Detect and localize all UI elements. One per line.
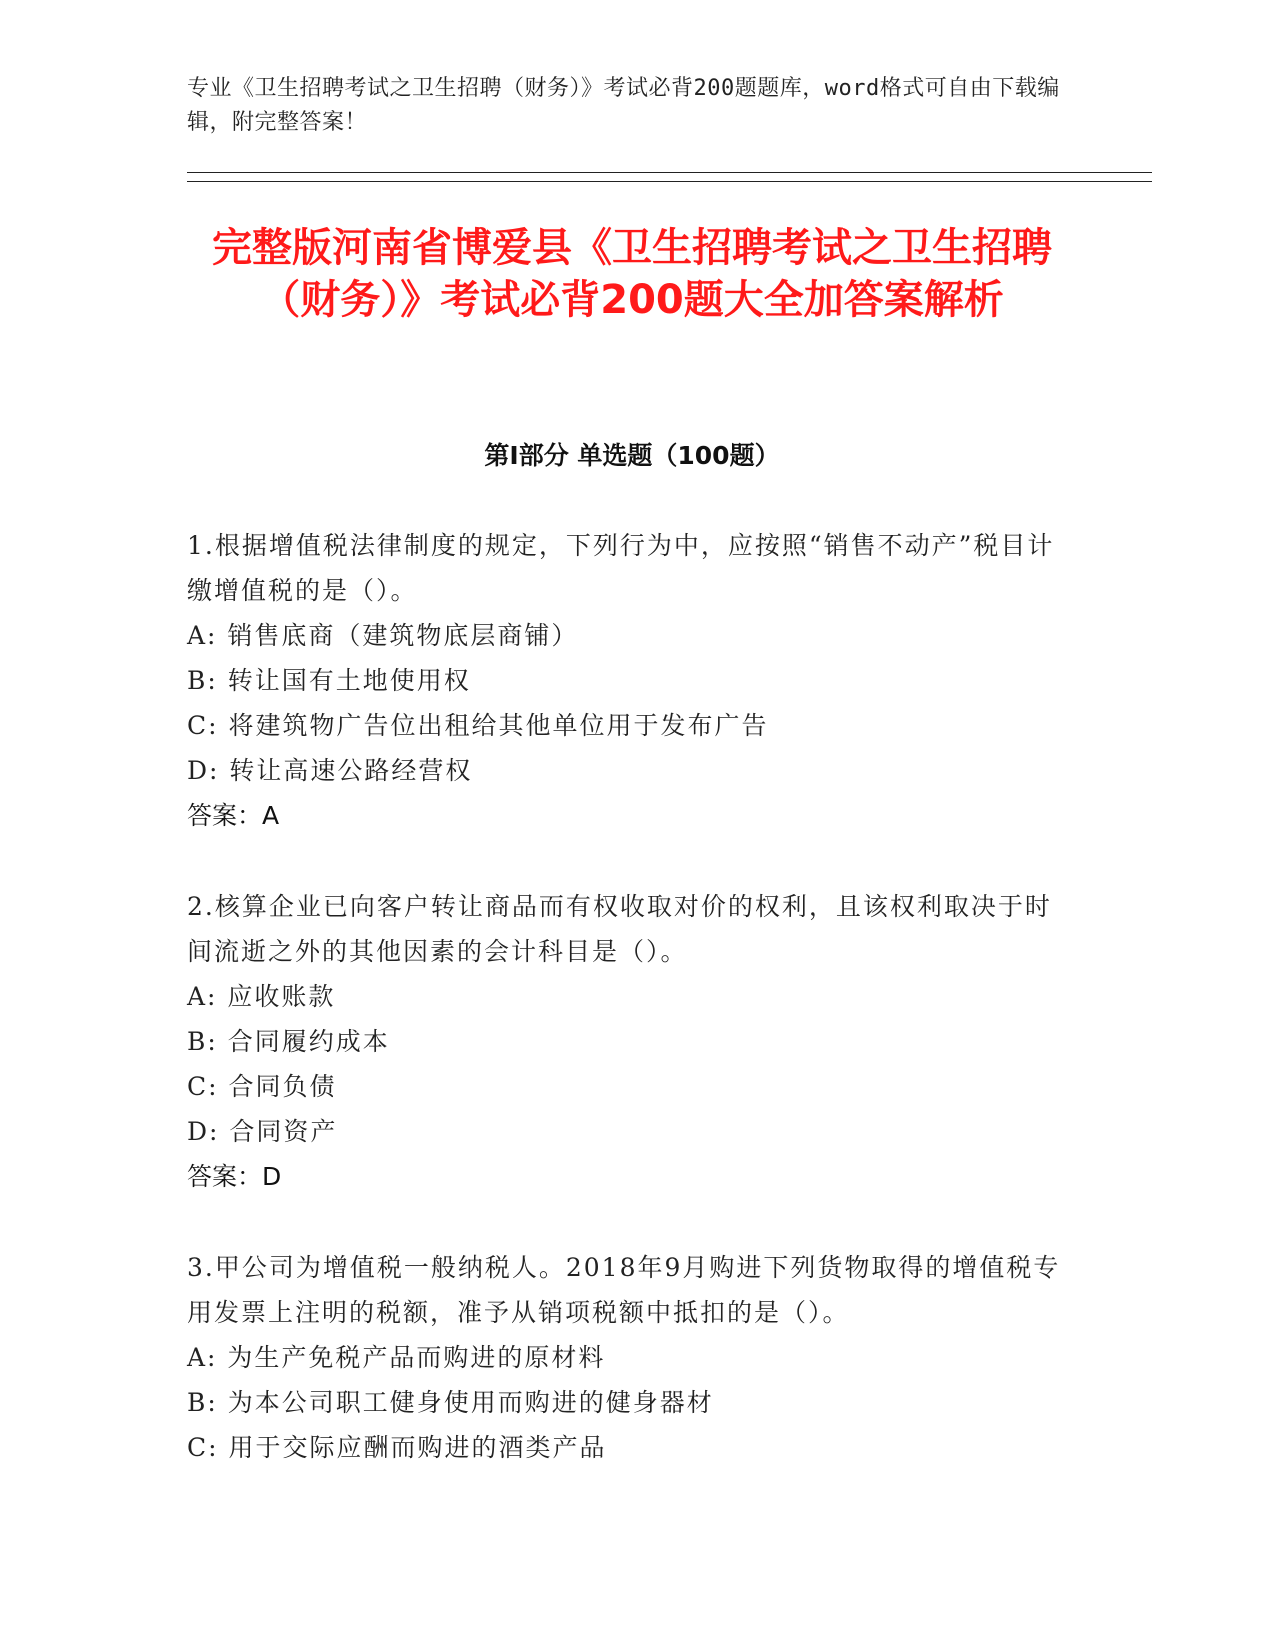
question-option: C: 将建筑物广告位出租给其他单位用于发布广告: [187, 711, 769, 740]
question-option: B: 合同履约成本: [187, 1027, 390, 1056]
question-item: [187, 1245, 1077, 1470]
question-option: B: 为本公司职工健身使用而购进的健身器材: [187, 1388, 714, 1417]
question-option: B: 转让国有土地使用权: [187, 666, 471, 695]
question-stem: 1.根据增值税法律制度的规定，下列行为中，应按照“销售不动产”税目计缴增值税的是（）。: [187, 531, 1055, 605]
question-item: [187, 523, 1077, 838]
question-list: [187, 523, 1077, 1516]
question-option: D: 转让高速公路经营权: [187, 756, 473, 785]
question-option: C: 合同负债: [187, 1072, 337, 1101]
question-option: A: 为生产免税产品而购进的原材料: [187, 1343, 606, 1372]
question-answer: 答案：D: [187, 1162, 282, 1191]
question-option: A: 销售底商（建筑物底层商铺）: [187, 621, 579, 650]
question-stem: 3.甲公司为增值税一般纳税人。2018年9月购进下列货物取得的增值税专用发票上注明的税额，准予从销项税额中抵扣的是（）。: [187, 1253, 1061, 1327]
header-note: 专业《卫生招聘考试之卫生招聘（财务）》考试必背200题题库，word格式可自由下载编辑，附完整答案！: [187, 76, 1060, 135]
header-divider-bottom: [187, 181, 1152, 182]
header-divider-top: [187, 172, 1152, 173]
question-answer: 答案：A: [187, 801, 280, 830]
section-title: 第I部分 单选题（100题）: [484, 441, 780, 470]
document-title: 完整版河南省博爱县《卫生招聘考试之卫生招聘（财务）》考试必背200题大全加答案解析: [212, 225, 1052, 323]
question-stem: 2.核算企业已向客户转让商品而有权收取对价的权利，且该权利取决于时间流逝之外的其他因素的会计科目是（）。: [187, 892, 1052, 966]
question-item: [187, 884, 1077, 1199]
question-option: A: 应收账款: [187, 982, 336, 1011]
question-option: C: 用于交际应酬而购进的酒类产品: [187, 1433, 607, 1462]
question-option: D: 合同资产: [187, 1117, 338, 1146]
